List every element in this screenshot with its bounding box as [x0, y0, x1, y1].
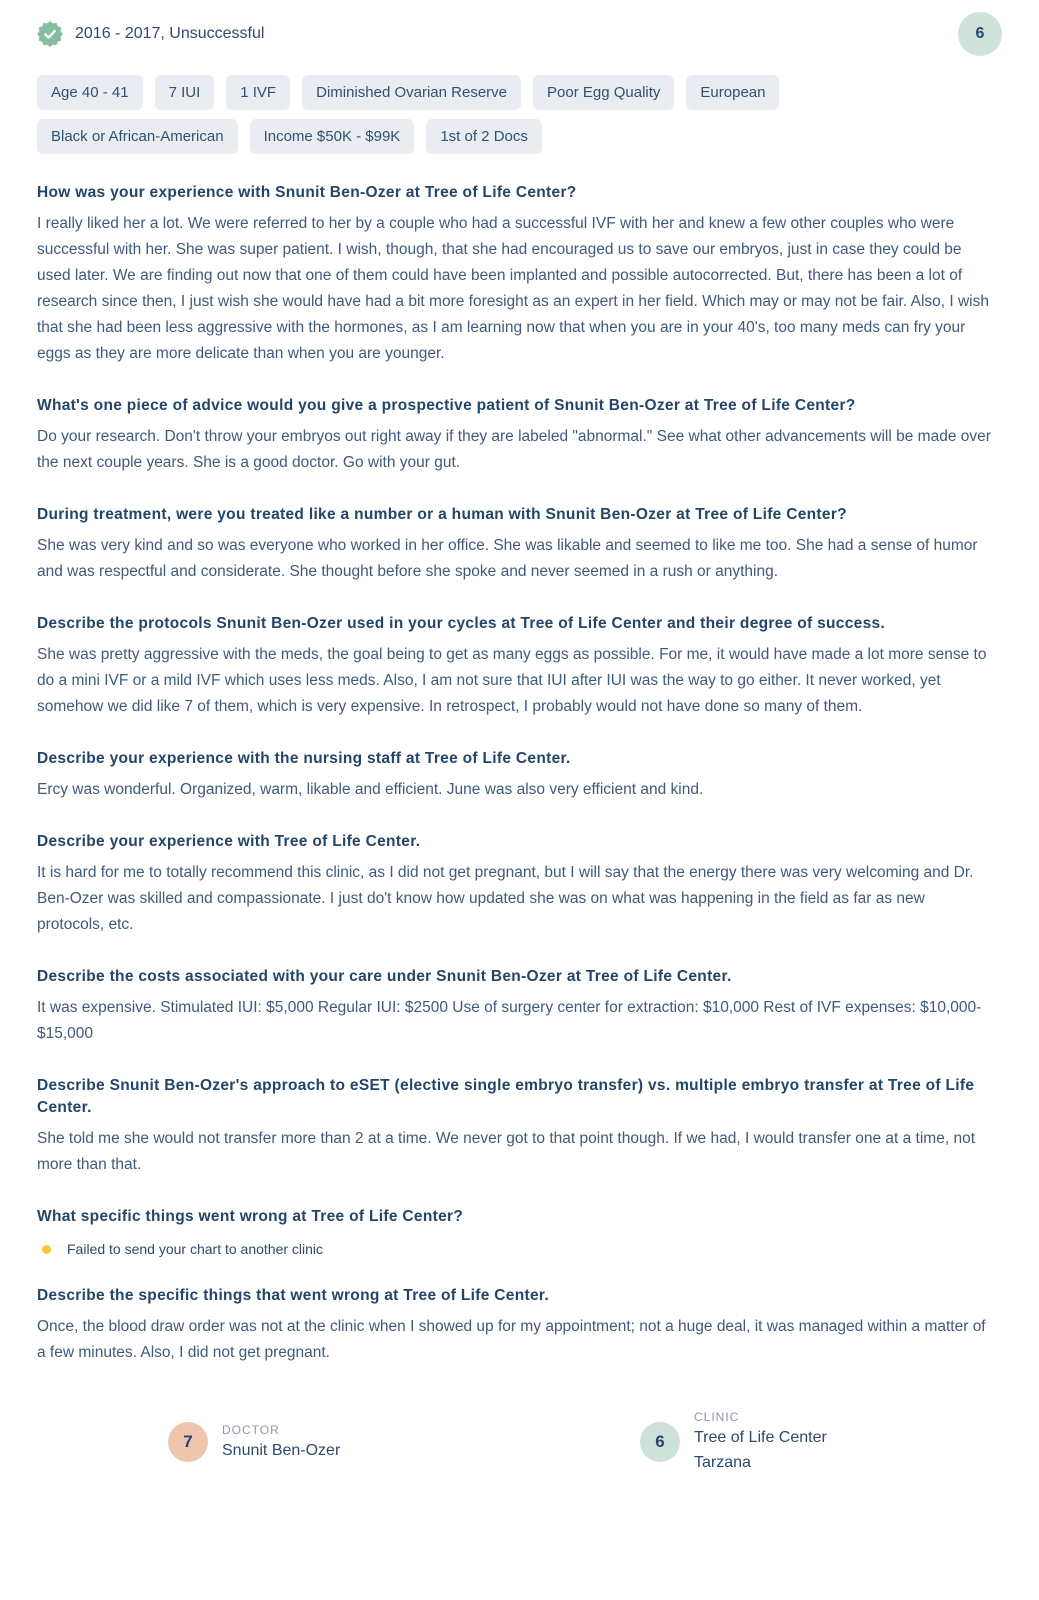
clinic-location: Tarzana	[694, 1454, 751, 1471]
tag-pill-diagnosis-egg-quality[interactable]: Poor Egg Quality	[533, 75, 674, 110]
answer: Do your research. Don't throw your embryos out right away if they are labeled "abnormal." See what other advancements will be made over the next couple years. She is a good doctor. Go with your gut.	[37, 428, 991, 471]
doctor-info	[222, 1423, 340, 1462]
answer: She told me she would not transfer more than 2 at a time. We never got to that point though. If we had, I would transfer one at a time, not more than that.	[37, 1130, 975, 1173]
verified-badge-icon	[37, 21, 63, 47]
question: Describe the specific things that went wrong at Tree of Life Center.	[37, 1287, 550, 1304]
tag-pill-iui[interactable]: 7 IUI	[155, 75, 215, 110]
qa-section-things-went-wrong	[37, 1206, 1002, 1257]
question: Describe your experience with the nursing staff at Tree of Life Center.	[37, 750, 571, 767]
review-count-badge[interactable]: 6	[958, 12, 1002, 56]
answer: It was expensive. Stimulated IUI: $5,000 Regular IUI: $2500 Use of surgery center for extraction: $10,000 Rest of IVF expenses: $10,000- $15,000	[37, 999, 982, 1042]
issue-item	[37, 1241, 1002, 1257]
tag-pill-ivf[interactable]: 1 IVF	[226, 75, 290, 110]
tag-pill-doc-order[interactable]: 1st of 2 Docs	[426, 119, 542, 154]
qa-section-protocols	[37, 613, 1002, 720]
answer: She was pretty aggressive with the meds, the goal being to get as many eggs as possible. For me, it would have made a lot more sense to do a mini IVF or a mild IVF which uses less meds. Also, I am not sure that IUI after IUI was the way to go either. It never worked, yet somehow we did like 7 of them, which is very expensive. In retrospect, I probably would not have done so many of them.	[37, 646, 987, 715]
question: Describe Snunit Ben-Ozer's approach to eSET (elective single embryo transfer) vs. multiple embryo transfer at Tree of Life Center.	[37, 1077, 975, 1116]
answer: It is hard for me to totally recommend this clinic, as I did not get pregnant, but I will say that the energy there was very welcoming and Dr. Ben-Ozer was skilled and compassionate. I just do't know how updated she was on what was happening in the field as far as new protocols, etc.	[37, 864, 974, 933]
doctor-block[interactable]	[168, 1410, 640, 1474]
qa-section-clinic-experience	[37, 831, 1002, 938]
answer: I really liked her a lot. We were referred to her by a couple who had a successful IVF with her and knew a few other couples who were successful with her. She was super patient. I wish, though, that she had encouraged us to save our embryos, just in case they could be used later. We are finding out now that one of them could have been implanted and possible autocorrected. But, there has been a lot of research since then, I just wish she would have had a bit more foresight as an expert in her field. Which may or may not be fair. Also, I wish that she had been less aggressive with the hormones, as I am learning now that when you are in your 40's, too many meds can fry your eggs as they are more delicate than when you are younger.	[37, 215, 989, 362]
qa-section-eset	[37, 1075, 1002, 1178]
doctor-rating-badge[interactable]: 7	[168, 1422, 208, 1462]
tag-list	[37, 75, 837, 154]
clinic-name[interactable]: Tree of Life Center	[694, 1429, 827, 1446]
tag-pill-age[interactable]: Age 40 - 41	[37, 75, 143, 110]
qa-section-costs	[37, 966, 1002, 1047]
qa-section-experience	[37, 182, 1002, 367]
qa-section-nursing-staff	[37, 748, 1002, 803]
qa-section-human-or-number	[37, 504, 1002, 585]
clinic-rating-badge[interactable]: 6	[640, 1422, 680, 1462]
answer: Once, the blood draw order was not at the clinic when I showed up for my appointment; not a huge deal, it was managed within a matter of a few minutes. Also, I did not get pregnant.	[37, 1318, 986, 1361]
qa-section-went-wrong-detail	[37, 1285, 1002, 1366]
tag-pill-ethnicity-black[interactable]: Black or African-American	[37, 119, 238, 154]
issue-label: Failed to send your chart to another clinic	[67, 1241, 324, 1257]
review-period-row	[37, 21, 264, 47]
answer: Ercy was wonderful. Organized, warm, likable and efficient. June was also very efficient and kind.	[37, 781, 704, 798]
issue-bullet-icon	[42, 1245, 51, 1254]
question: Describe your experience with Tree of Life Center.	[37, 833, 421, 850]
question: Describe the protocols Snunit Ben-Ozer used in your cycles at Tree of Life Center and their degree of success.	[37, 615, 886, 632]
review-footer	[37, 1410, 1002, 1474]
question: How was your experience with Snunit Ben-Ozer at Tree of Life Center?	[37, 184, 577, 201]
review-header	[37, 12, 1002, 56]
question: During treatment, were you treated like a number or a human with Snunit Ben-Ozer at Tree of Life Center?	[37, 506, 847, 523]
clinic-info	[694, 1410, 827, 1474]
clinic-block[interactable]	[640, 1410, 827, 1474]
tag-pill-ethnicity-european[interactable]: European	[686, 75, 779, 110]
question: Describe the costs associated with your care under Snunit Ben-Ozer at Tree of Life Center.	[37, 968, 732, 985]
question: What's one piece of advice would you give a prospective patient of Snunit Ben-Ozer at Tree of Life Center?	[37, 397, 856, 414]
review-period-label: 2016 - 2017, Unsuccessful	[75, 25, 265, 42]
tag-pill-income[interactable]: Income $50K - $99K	[250, 119, 415, 154]
qa-section-advice	[37, 395, 1002, 476]
question: What specific things went wrong at Tree of Life Center?	[37, 1208, 464, 1225]
clinic-label: CLINIC	[694, 1410, 740, 1424]
tag-pill-diagnosis-dor[interactable]: Diminished Ovarian Reserve	[302, 75, 521, 110]
doctor-name[interactable]: Snunit Ben-Ozer	[222, 1441, 341, 1459]
doctor-label: DOCTOR	[222, 1422, 280, 1437]
answer: She was very kind and so was everyone who worked in her office. She was likable and seemed to like me too. She had a sense of humor and was respectful and considerate. She thought before she spoke and never seemed in a rush or anything.	[37, 537, 978, 580]
